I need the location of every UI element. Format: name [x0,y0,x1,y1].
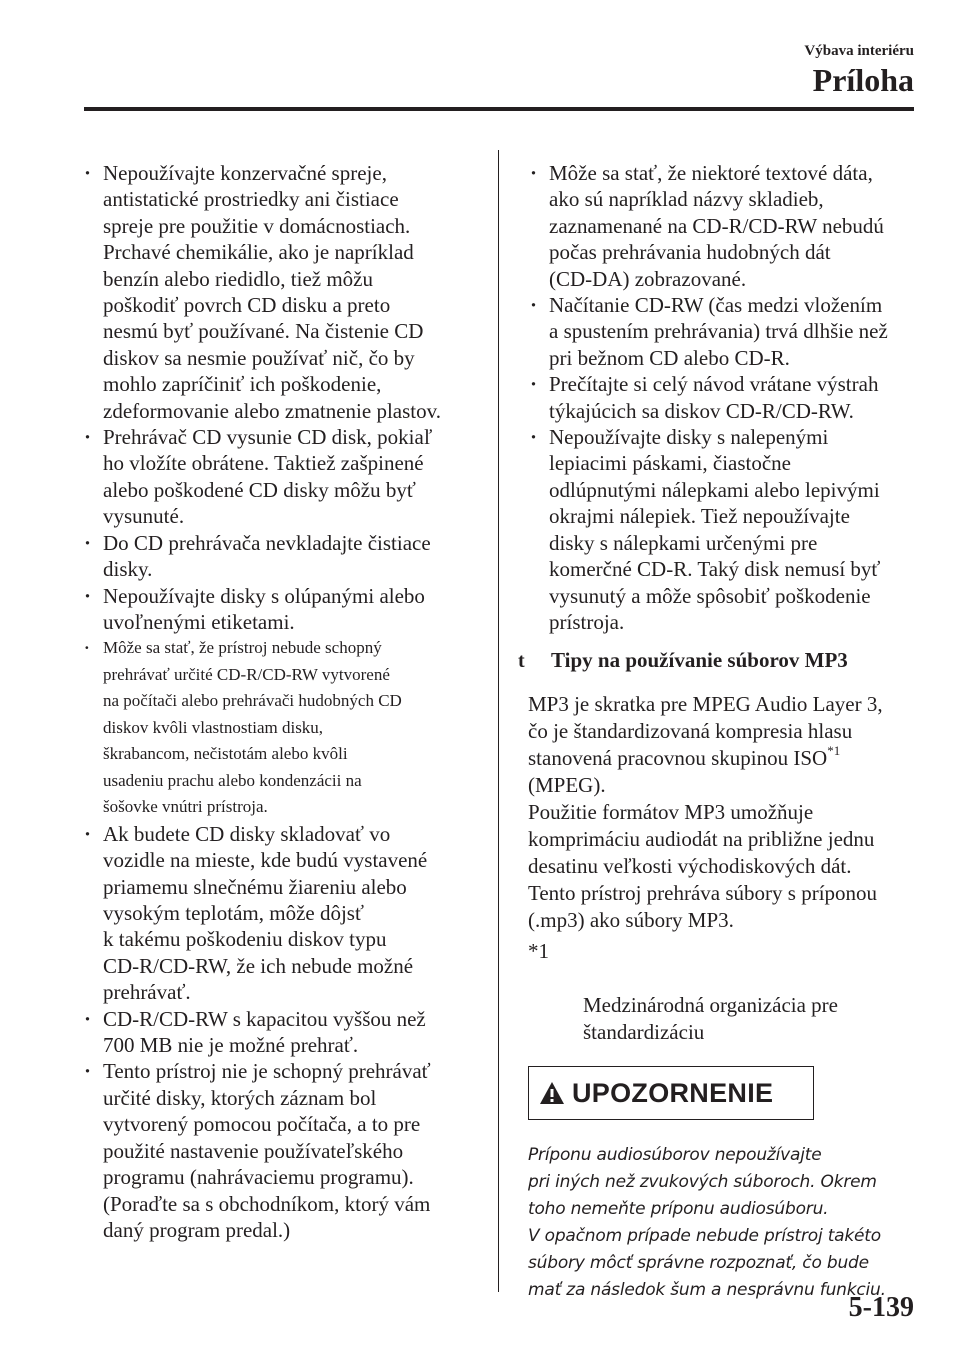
tip-heading-text: Tipy na používanie súborov MP3 [551,648,848,673]
left-column [82,160,482,1243]
bullet-list-right [528,160,918,635]
bullet-icon: · [530,161,538,185]
header-rule [84,107,914,111]
list-item-text: Prehrávač CD vysunie CD disk, pokiaľ ho vložíte obrátene. Taktiež zašpinené alebo poškodené CD disky môžu byť vysunuté. [103,425,433,529]
list-item-text: Môže sa stať, že prístroj nebude schopný prehrávať určité CD-R/CD-RW vytvorené na počítači alebo prehrávači hudobných CD diskov kvôli vlastnostiam disku, škrabancom, nečistotám alebo kvôli usadeniu prachu alebo kondenzácii na šošovke vnútri prístroja. [103,638,402,817]
bullet-icon: · [84,530,92,555]
list-item [82,583,482,636]
page-header [804,40,914,98]
bullet-icon: · [84,161,92,185]
bullet-icon: · [530,372,538,397]
mp3-usage: Použitie formátov MP3 umožňuje komprimáciu audiodát na približne jednu desatinu veľkosti východiskových dát. Tento prístroj prehráva súbory s príponou (.mp3) ako súbory MP3. [528,800,878,933]
bullet-icon: · [530,425,538,450]
list-item-text: Ak budete CD disky skladovať vo vozidle na mieste, kde budú vystavené priamemu slnečnému žiareniu alebo vysokým teplotám, môže dôjsť k takému poškodeniu diskov typu CD-R/CD-RW, že ich nebude možné prehrávať. [103,821,428,1005]
list-item [528,424,918,635]
footnote [528,938,918,1046]
caution-box [528,1066,814,1120]
section-name: Výbava interiéru [804,43,914,59]
list-item-text: Tento prístroj nie je schopný prehrávať určité disky, ktorých záznam bol vytvorený pomocou počítača, a to pre použité nastavenie používateľského programu (nahrávaciemu programu). (Poraďte sa s obchodníkom, ktorý vám daný program predal.) [103,1059,431,1242]
page-title: Príloha [812,62,914,98]
mp3-description-end: (MPEG). [528,773,606,798]
bullet-icon: · [84,821,92,846]
list-item [82,821,482,1006]
list-item-text: Nepoužívajte konzervačné spreje, antistatické prostriedky ani čistiace spreje pre použitie v domácnostiach. Prchavé chemikálie, ako je napríklad benzín alebo riedidlo, tiež môžu poškodiť povrch CD disku a preto nesmú byť používané. Na čistenie CD diskov sa nesmie používať nič, čo by mohlo zapríčiniť ich poškodenie, zdeformovanie alebo zmatnenie plastov. [103,161,441,423]
footnote-mark: *1 [528,939,549,964]
tip-marker-icon: t [518,650,525,673]
mp3-description [528,691,918,799]
page-number: 5-139 [848,1292,914,1323]
right-column [518,160,918,1304]
mp3-description-text: MP3 je skratka pre MPEG Audio Layer 3, čo je štandardizovaná kompresia hlasu stanovená pracovnou skupinou ISO [528,692,883,771]
list-item [82,1058,482,1243]
list-item-text: Načítanie CD-RW (čas medzi vložením a spustením prehrávania) trvá dlhšie než pri bežnom CD alebo CD-R. [549,293,888,370]
bullet-icon: · [84,1006,92,1031]
list-item [82,1006,482,1059]
bullet-icon: · [84,638,90,658]
list-item-text: Môže sa stať, že niektoré textové dáta, ako sú napríklad názvy skladieb, zaznamenané na CD-R/CD-RW nebudú počas prehrávania hudobných dát (CD-DA) zobrazované. [549,161,884,291]
bullet-icon: · [84,425,92,450]
list-item-text: Nepoužívajte disky s nalepenými lepiacimi páskami, čiastočne odlúpnutými nálepkami alebo lepivými okrajmi nálepiek. Tiež nepoužívajte disky s nálepkami určenými pre komerčné CD-R. Taký disk nemusí byť vysunutý a môže spôsobiť poškodenie prístroja. [549,425,881,634]
list-item [82,635,482,821]
column-divider [498,150,499,1292]
caution-text: Príponu audiosúborov nepoužívajte pri iných než zvukových súboroch. Okrem toho nemeňte príponu audiosúboru. V opačnom prípade nebude prístroj takéto súbory môcť správne rozpoznať, čo bude mať za následok šum a nesprávnu funkciu. [528,1145,886,1301]
list-item [528,160,918,292]
bullet-icon: · [530,293,538,318]
caution-label: UPOZORNENIE [572,1077,774,1108]
list-item-text: Nepoužívajte disky s olúpanými alebo uvoľnenými etiketami. [103,583,425,634]
footnote-text: Medzinárodná organizácia pre štandardizáciu [583,993,838,1045]
list-item [82,424,482,530]
tip-heading [518,647,918,674]
bullet-list-left [82,160,482,1243]
list-item-text: Prečítajte si celý návod vrátane výstrah týkajúcich sa diskov CD-R/CD-RW. [549,372,879,423]
footnote-reference: *1 [827,743,841,759]
bullet-icon: · [84,1059,92,1084]
list-item [82,160,482,424]
warning-icon [539,1081,565,1105]
list-item-text: Do CD prehrávača nevkladajte čistiace disky. [103,530,431,582]
list-item [528,371,918,424]
list-item [82,530,482,583]
list-item [528,292,918,371]
bullet-icon: · [84,583,92,608]
list-item-text: CD-R/CD-RW s kapacitou vyššou než 700 MB nie je možné prehrať. [103,1006,426,1058]
